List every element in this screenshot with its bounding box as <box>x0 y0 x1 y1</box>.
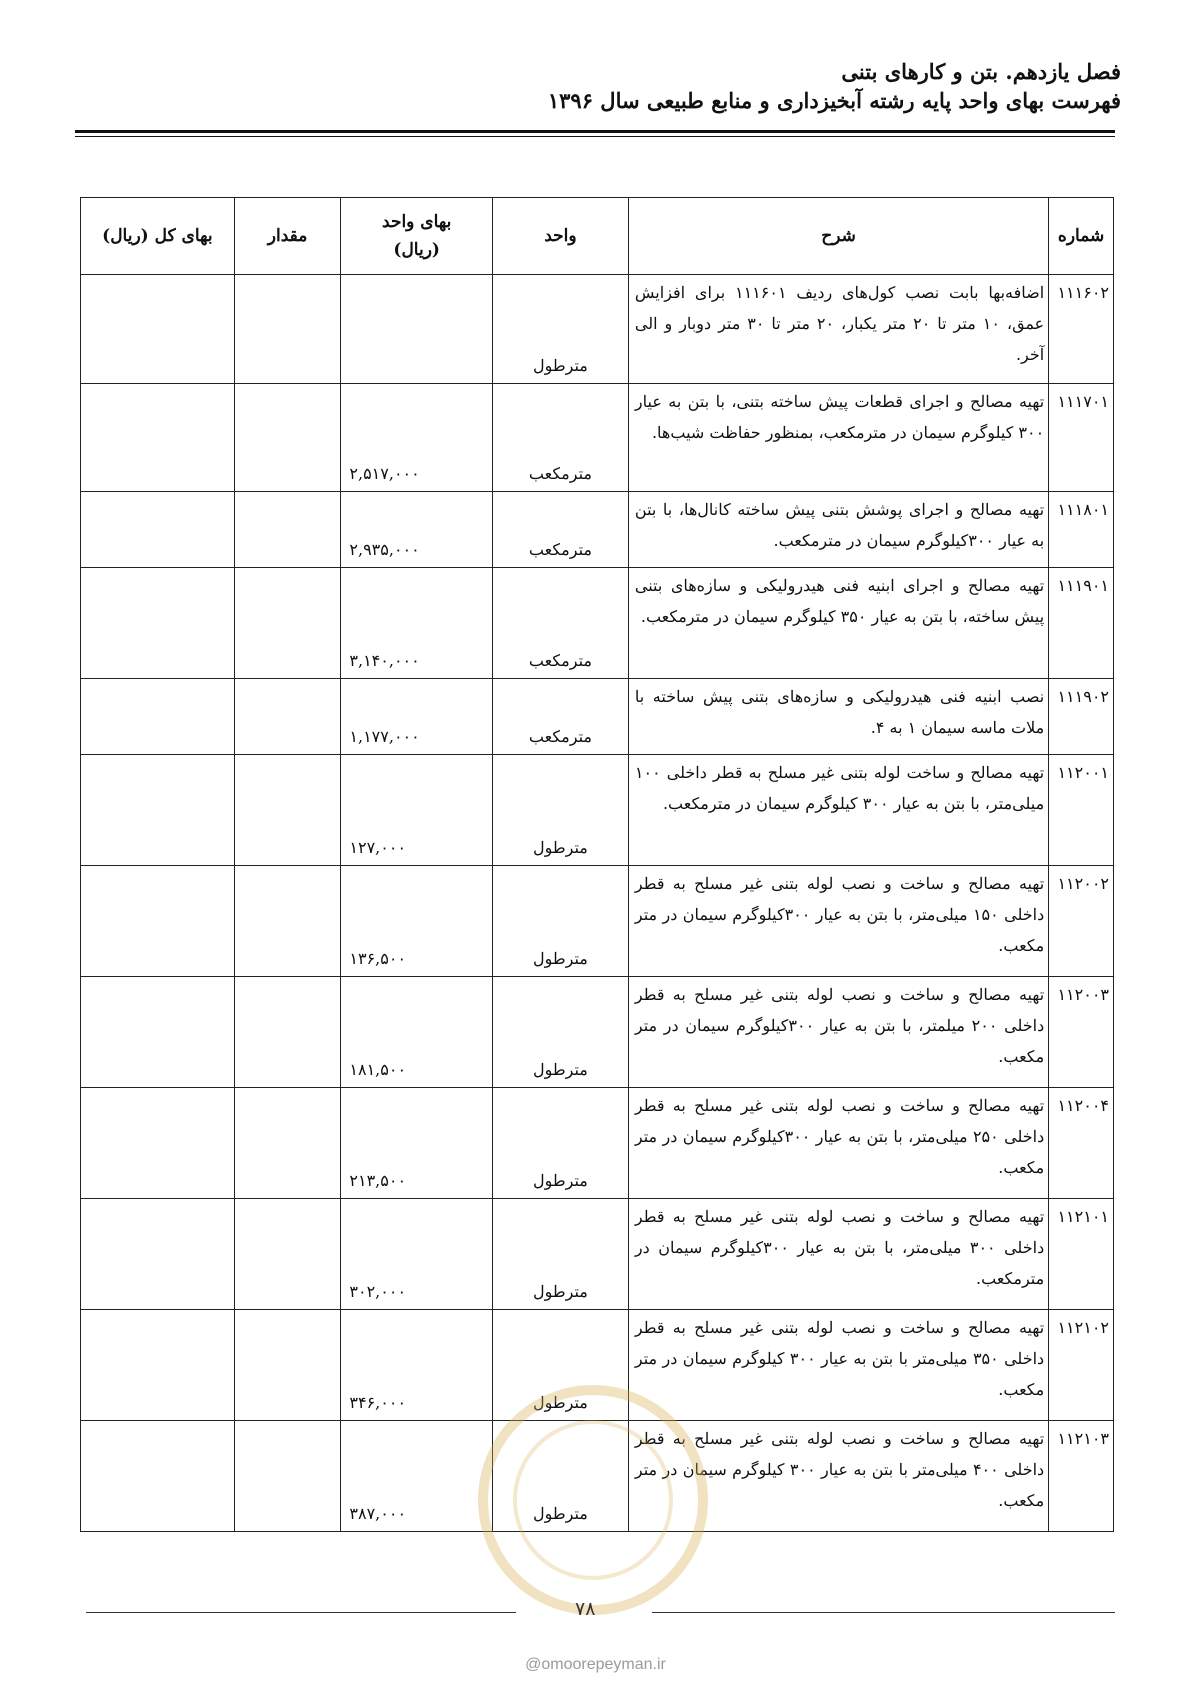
item-total-price <box>81 275 235 384</box>
column-header-unit: واحد <box>492 198 628 275</box>
item-total-price <box>81 977 235 1088</box>
item-unit: مترطول <box>492 755 628 866</box>
item-unit-price: ۳۸۷,۰۰۰ <box>341 1421 493 1532</box>
item-quantity <box>234 384 341 492</box>
item-unit-price <box>341 275 493 384</box>
table-row <box>81 1310 1114 1421</box>
page-number: ۷۸ <box>575 1598 596 1620</box>
column-header-description: شرح <box>628 198 1048 275</box>
item-description: تهیه مصالح و ساخت لوله بتنی غیر مسلح به قطر داخلی ۱۰۰ میلی‌متر، با بتن به عیار ۳۰۰ کیلوگرم سیمان در مترمکعب. <box>628 755 1048 866</box>
item-unit-price: ۲۱۳,۵۰۰ <box>341 1088 493 1199</box>
item-quantity <box>234 1310 341 1421</box>
item-description: اضافه‌بها بابت نصب کول‌های ردیف ۱۱۱۶۰۱ برای افزایش عمق، ۱۰ متر تا ۲۰ متر یکبار، ۲۰ متر تا ۳۰ متر دوبار و الی آخر. <box>628 275 1048 384</box>
item-unit: مترطول <box>492 1088 628 1199</box>
table-row <box>81 492 1114 568</box>
item-total-price <box>81 1310 235 1421</box>
item-number: ۱۱۲۰۰۱ <box>1049 755 1114 866</box>
footer-rule-left <box>86 1612 516 1613</box>
item-number: ۱۱۲۱۰۱ <box>1049 1199 1114 1310</box>
column-header-quantity: مقدار <box>234 198 341 275</box>
item-unit: مترمکعب <box>492 384 628 492</box>
item-unit: مترمکعب <box>492 679 628 755</box>
item-unit: مترمکعب <box>492 492 628 568</box>
table-row <box>81 568 1114 679</box>
table-row <box>81 1088 1114 1199</box>
item-unit: مترطول <box>492 1421 628 1532</box>
item-description: تهیه مصالح و ساخت و نصب لوله بتنی غیر مسلح به قطر داخلی ۲۰۰ میلمتر، با بتن به عیار ۳۰۰کیلوگرم سیمان در متر مکعب. <box>628 977 1048 1088</box>
item-number: ۱۱۲۰۰۴ <box>1049 1088 1114 1199</box>
item-total-price <box>81 1088 235 1199</box>
item-total-price <box>81 679 235 755</box>
item-total-price <box>81 866 235 977</box>
table-row <box>81 755 1114 866</box>
item-total-price <box>81 568 235 679</box>
table-header-row <box>81 198 1114 275</box>
item-unit-price: ۳۴۶,۰۰۰ <box>341 1310 493 1421</box>
header-rule-thick <box>75 130 1115 133</box>
item-quantity <box>234 1088 341 1199</box>
item-quantity <box>234 568 341 679</box>
page-header <box>61 58 1121 116</box>
item-description: تهیه مصالح و ساخت و نصب لوله بتنی غیر مسلح به قطر داخلی ۳۵۰ میلی‌متر با بتن به عیار ۳۰۰ کیلوگرم سیمان در متر مکعب. <box>628 1310 1048 1421</box>
item-description: تهیه مصالح و اجرای ابنیه فنی هیدرولیکی و سازه‌های بتنی پیش ساخته، با بتن به عیار ۳۵۰ کیلوگرم سیمان در مترمکعب. <box>628 568 1048 679</box>
item-description: نصب ابنیه فنی هیدرولیکی و سازه‌های بتنی پیش ساخته با ملات ماسه سیمان ۱ به ۴. <box>628 679 1048 755</box>
item-description: تهیه مصالح و ساخت و نصب لوله بتنی غیر مسلح به قطر داخلی ۲۵۰ میلی‌متر، با بتن به عیار ۳۰۰کیلوگرم سیمان در متر مکعب. <box>628 1088 1048 1199</box>
header-rule-thin <box>75 136 1115 137</box>
column-header-number: شماره <box>1049 198 1114 275</box>
item-unit: مترطول <box>492 1199 628 1310</box>
item-quantity <box>234 1199 341 1310</box>
column-header-unit-price <box>341 198 493 275</box>
item-unit-price: ۱,۱۷۷,۰۰۰ <box>341 679 493 755</box>
item-total-price <box>81 755 235 866</box>
item-description: تهیه مصالح و ساخت و نصب لوله بتنی غیر مسلح به قطر داخلی ۱۵۰ میلی‌متر، با بتن به عیار ۳۰۰کیلوگرم سیمان در متر مکعب. <box>628 866 1048 977</box>
item-total-price <box>81 1199 235 1310</box>
item-unit-price: ۲,۵۱۷,۰۰۰ <box>341 384 493 492</box>
footer-rule-right <box>652 1612 1115 1613</box>
item-number: ۱۱۱۹۰۱ <box>1049 568 1114 679</box>
item-number: ۱۱۱۶۰۲ <box>1049 275 1114 384</box>
item-number: ۱۱۱۸۰۱ <box>1049 492 1114 568</box>
item-unit: مترطول <box>492 275 628 384</box>
item-unit: مترطول <box>492 977 628 1088</box>
item-number: ۱۱۲۱۰۳ <box>1049 1421 1114 1532</box>
list-title: فهرست بهای واحد پایه رشته آبخیزداری و منابع طبیعی سال ۱۳۹۶ <box>547 88 1121 113</box>
item-total-price <box>81 384 235 492</box>
item-quantity <box>234 866 341 977</box>
item-unit-price: ۳,۱۴۰,۰۰۰ <box>341 568 493 679</box>
item-description: تهیه مصالح و ساخت و نصب لوله بتنی غیر مسلح به قطر داخلی ۳۰۰ میلی‌متر، با بتن به عیار ۳۰۰کیلوگرم سیمان در مترمکعب. <box>628 1199 1048 1310</box>
item-number: ۱۱۱۷۰۱ <box>1049 384 1114 492</box>
item-number: ۱۱۲۰۰۲ <box>1049 866 1114 977</box>
price-list-table <box>80 197 1114 1532</box>
item-number: ۱۱۲۰۰۳ <box>1049 977 1114 1088</box>
item-unit: مترطول <box>492 1310 628 1421</box>
item-unit-price: ۱۲۷,۰۰۰ <box>341 755 493 866</box>
item-unit-price: ۱۳۶,۵۰۰ <box>341 866 493 977</box>
unit-price-header-line1: بهای واحد <box>382 212 452 232</box>
table-row <box>81 1199 1114 1310</box>
column-header-total-price: بهای کل (ریال) <box>81 198 235 275</box>
item-description: تهیه مصالح و ساخت و نصب لوله بتنی غیر مسلح به قطر داخلی ۴۰۰ میلی‌متر با بتن به عیار ۳۰۰ کیلوگرم سیمان در متر مکعب. <box>628 1421 1048 1532</box>
item-unit-price: ۳۰۲,۰۰۰ <box>341 1199 493 1310</box>
item-quantity <box>234 977 341 1088</box>
item-description: تهیه مصالح و اجرای قطعات پیش ساخته بتنی، با بتن به عیار ۳۰۰ کیلوگرم سیمان در مترمکعب، بمنظور حفاظت شیب‌ها. <box>628 384 1048 492</box>
item-quantity <box>234 755 341 866</box>
unit-price-header-line2: (ریال) <box>393 240 440 260</box>
item-quantity <box>234 1421 341 1532</box>
item-unit: مترطول <box>492 866 628 977</box>
item-number: ۱۱۱۹۰۲ <box>1049 679 1114 755</box>
table-row <box>81 977 1114 1088</box>
table-row <box>81 1421 1114 1532</box>
item-unit-price: ۱۸۱,۵۰۰ <box>341 977 493 1088</box>
chapter-title: فصل یازدهم. بتن و کارهای بتنی <box>841 59 1121 84</box>
table-row <box>81 384 1114 492</box>
item-quantity <box>234 492 341 568</box>
table-row <box>81 275 1114 384</box>
footer-website: @omoorepeyman.ir <box>525 1656 666 1673</box>
item-description: تهیه مصالح و اجرای پوشش بتنی پیش ساخته کانال‌ها، با بتن به عیار ۳۰۰کیلوگرم سیمان در مترمکعب. <box>628 492 1048 568</box>
table-row <box>81 866 1114 977</box>
item-total-price <box>81 492 235 568</box>
item-total-price <box>81 1421 235 1532</box>
item-unit-price: ۲,۹۳۵,۰۰۰ <box>341 492 493 568</box>
item-quantity <box>234 679 341 755</box>
table-row <box>81 679 1114 755</box>
item-number: ۱۱۲۱۰۲ <box>1049 1310 1114 1421</box>
item-quantity <box>234 275 341 384</box>
item-unit: مترمکعب <box>492 568 628 679</box>
